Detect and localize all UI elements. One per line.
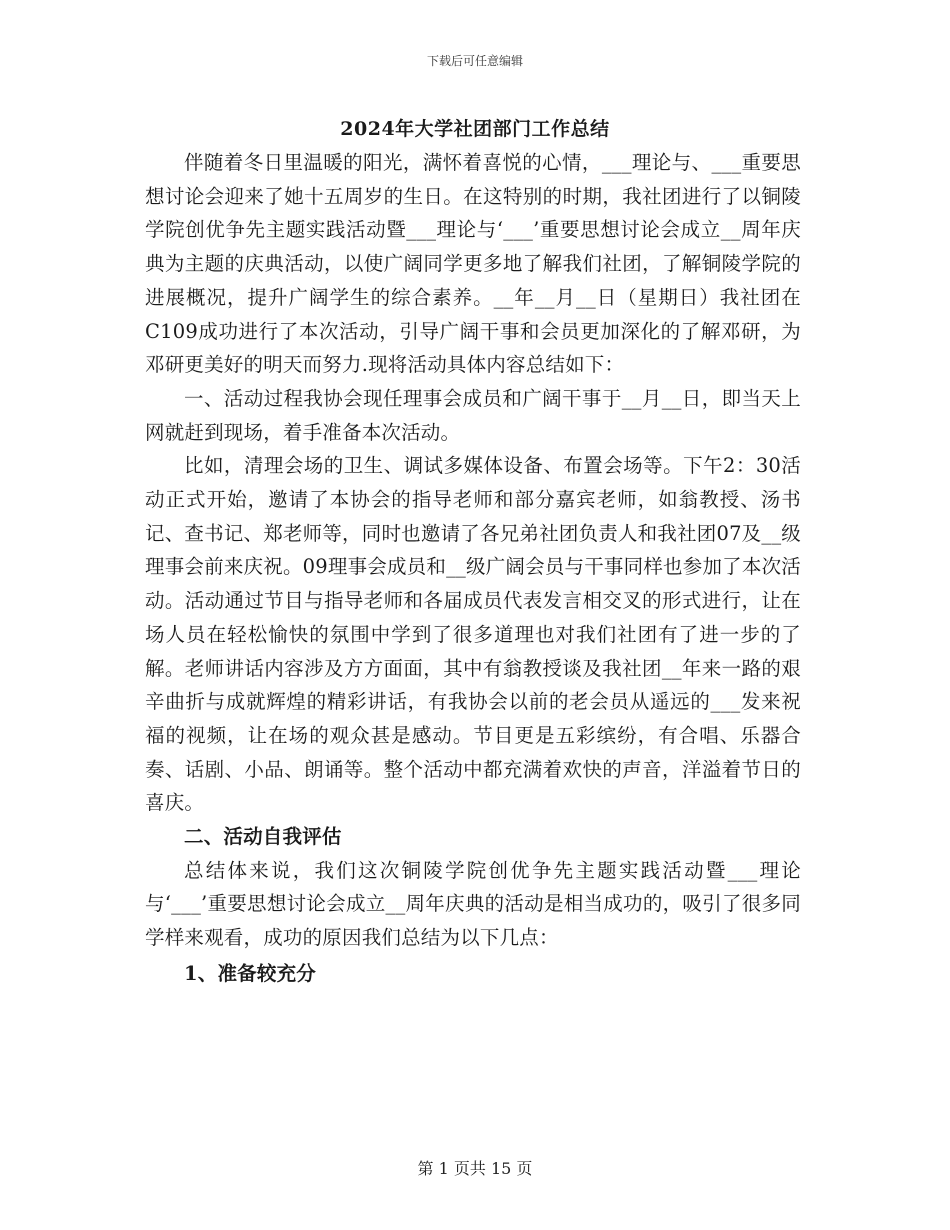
paragraph-activity-process: 一、活动过程我协会现任理事会成员和广阔干事于__月__日，即当天上网就赶到现场，着手准备本次活动。	[145, 386, 801, 444]
paragraph-self-evaluation: 总结体来说，我们这次铜陵学院创优争先主题实践活动暨___理论与‘___’重要思想讨论会成立__周年庆典的活动是相当成功的，吸引了很多同学样来观看，成功的原因我们总结为以下几点：	[145, 858, 801, 950]
document-title: 2024年大学社团部门工作总结	[340, 118, 610, 140]
document-body	[145, 146, 801, 991]
paragraph-intro: 伴随着冬日里温暖的阳光，满怀着喜悦的心情，___理论与、___重要思想讨论会迎来了她十五周岁的生日。在这特别的时期，我社团进行了以铜陵学院创优争先主题实践活动暨___理论与‘___’重要思想讨论会成立__周年庆典为主题的庆典活动，以使广阔同学更多地了解我们社团，了解铜陵学院的进展概况，提升广阔学生的综合素养。__年__月__日（星期日）我社团在C109成功进行了本次活动，引导广阔干事和会员更加深化的了解邓研，为邓研更美好的明天而努力.现将活动具体内容总结如下：	[145, 151, 801, 377]
subheading-preparation: 1、准备较充分	[184, 961, 316, 985]
section-heading-self-evaluation: 二、活动自我评估	[184, 825, 342, 849]
page-header-note: 下载后可任意编辑	[426, 54, 523, 68]
page-footer-page-number: 第 1 页共 15 页	[417, 1159, 533, 1178]
paragraph-activity-details: 比如，清理会场的卫生、调试多媒体设备、布置会场等。下午2：30活动正式开始，邀请了本协会的指导老师和部分嘉宾老师，如翁教授、汤书记、查书记、郑老师等，同时也邀请了各兄弟社团负责人和我社团07及__级理事会前来庆祝。09理事会成员和__级广阔会员与干事同样也参加了本次活动。活动通过节目与指导老师和各届成员代表发言相交叉的形式进行，让在场人员在轻松愉快的氛围中学到了很多道理也对我们社团有了进一步的了解。老师讲话内容涉及方方面面，其中有翁教授谈及我社团__年来一路的艰辛曲折与成就辉煌的精彩讲话，有我协会以前的老会员从遥远的___发来祝福的视频，让在场的观众甚是感动。节目更是五彩缤纷，有合唱、乐器合奏、话剧、小品、朗诵等。整个活动中都充满着欢快的声音，洋溢着节日的喜庆。	[145, 454, 801, 815]
